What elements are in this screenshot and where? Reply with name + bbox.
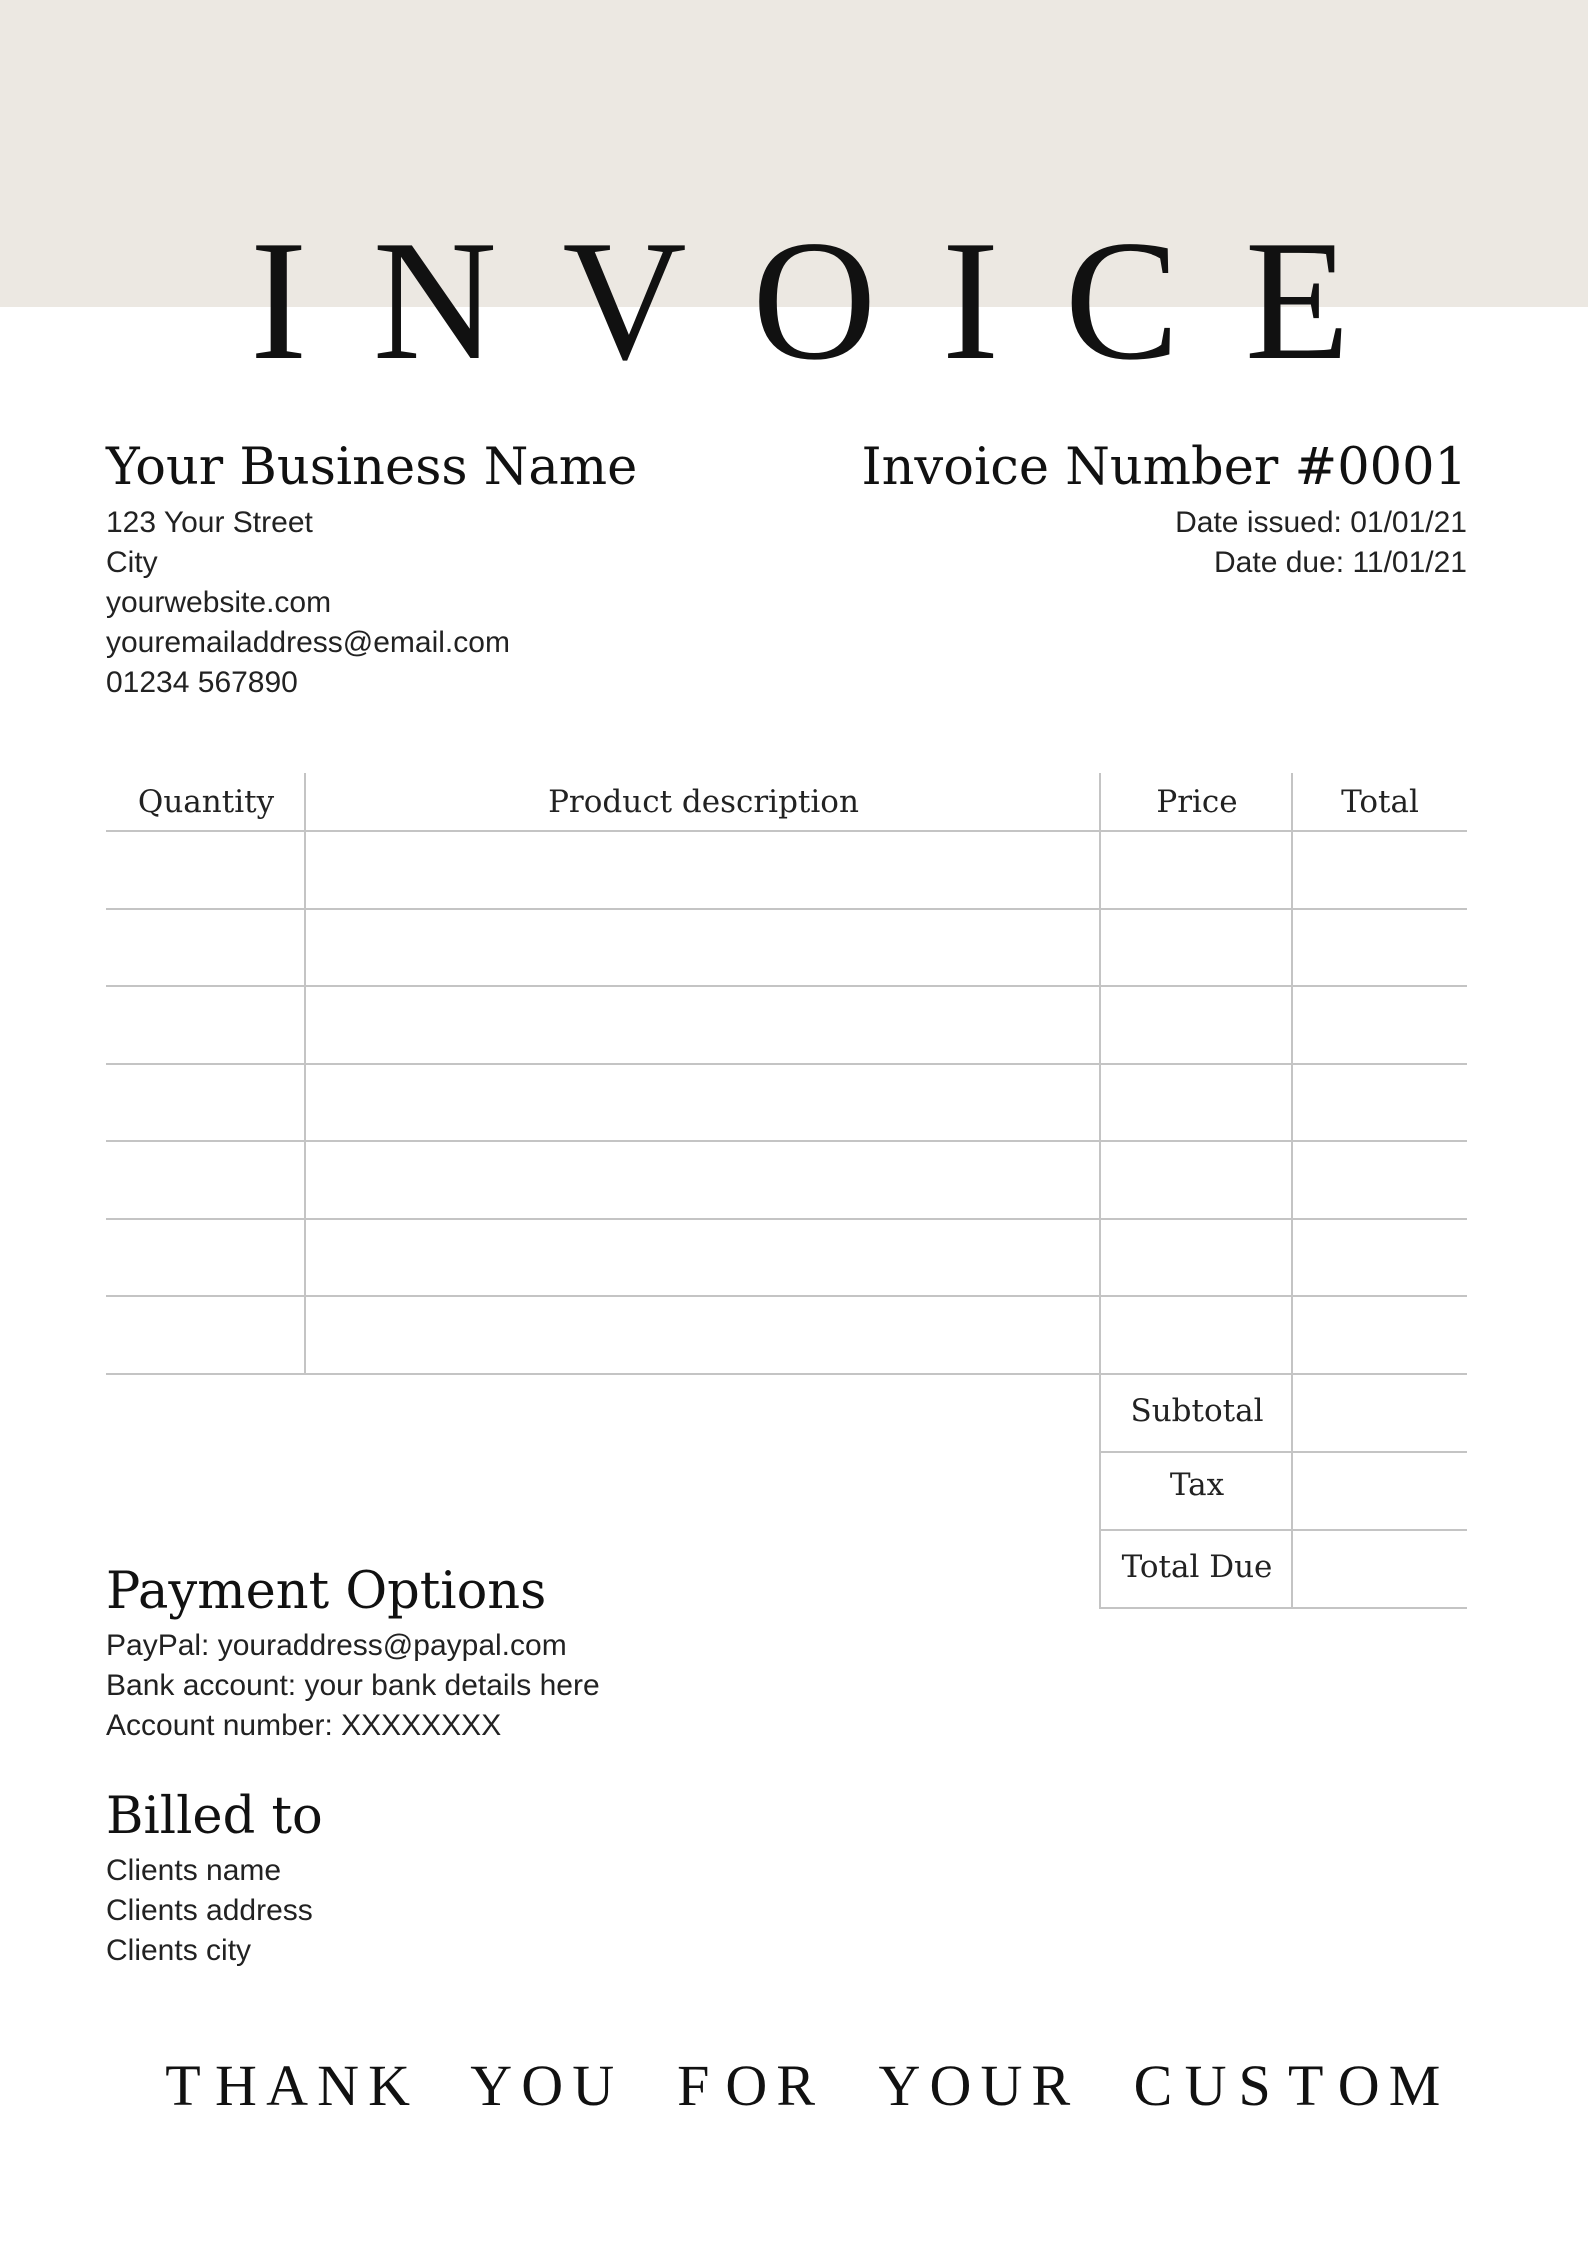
footer-letter: N	[317, 2052, 359, 2118]
business-phone: 01234 567890	[106, 666, 298, 699]
client-name: Clients name	[106, 1854, 282, 1887]
business-email: youremailaddress@email.com	[106, 626, 510, 659]
title-letter: O	[752, 206, 877, 396]
business-street: 123 Your Street	[106, 506, 313, 539]
title-letter: V	[562, 206, 687, 396]
footer-letter: U	[572, 2052, 615, 2118]
table-row	[106, 985, 1467, 987]
header-quantity: Quantity	[137, 784, 275, 820]
payment-heading: Payment Options	[106, 1562, 547, 1621]
table-row	[106, 908, 1467, 910]
footer-letter: U	[1184, 2052, 1227, 2118]
header-description: Product description	[548, 784, 859, 820]
business-details	[106, 503, 510, 703]
billed-to	[106, 1785, 323, 1971]
footer-letter: K	[368, 2052, 411, 2118]
table-row	[106, 1373, 1467, 1375]
footer-letter: Y	[878, 2052, 921, 2118]
client-address: Clients address	[106, 1894, 313, 1927]
header-total: Total	[1341, 784, 1419, 820]
title-letter: I	[941, 206, 1000, 396]
payment-account: Account number: XXXXXXXX	[106, 1709, 502, 1742]
footer-letter: R	[776, 2052, 816, 2118]
thank-you-footer	[164, 2050, 1441, 2120]
tax-label: Tax	[1169, 1467, 1225, 1503]
table-row	[106, 1218, 1467, 1220]
table-row	[106, 1295, 1467, 1297]
footer-letter: S	[1238, 2052, 1271, 2118]
footer-letter: U	[980, 2052, 1023, 2118]
table-rule	[106, 830, 1467, 832]
invoice-number: Invoice Number #0001	[861, 438, 1467, 497]
client-city: Clients city	[106, 1934, 252, 1967]
business-city: City	[106, 546, 158, 579]
footer-letter: F	[677, 2052, 710, 2118]
word-gap	[1083, 2052, 1121, 2119]
date-due: Date due: 11/01/21	[1214, 546, 1467, 579]
footer-letter: O	[929, 2052, 972, 2118]
footer-letter: M	[1388, 2052, 1441, 2118]
footer-letter: A	[266, 2052, 308, 2118]
footer-letter: O	[725, 2052, 768, 2118]
header-price: Price	[1156, 784, 1238, 820]
footer-letter: C	[1133, 2052, 1173, 2118]
table-row	[106, 1140, 1467, 1142]
summary-rule	[1099, 1529, 1467, 1531]
summary-rule	[1099, 1451, 1467, 1453]
word-gap	[419, 2052, 457, 2119]
footer-letter: T	[1287, 2052, 1324, 2118]
footer-letter: O	[1337, 2052, 1380, 2118]
title-letter: I	[250, 206, 308, 396]
subtotal-label: Subtotal	[1130, 1393, 1264, 1429]
invoice-dates	[1175, 503, 1467, 583]
date-issued: Date issued: 01/01/21	[1175, 506, 1467, 539]
business-name: Your Business Name	[106, 438, 638, 497]
footer-letter: O	[521, 2052, 564, 2118]
billed-heading: Billed to	[106, 1787, 323, 1846]
title-letter: E	[1244, 206, 1350, 396]
payment-options	[106, 1560, 600, 1746]
footer-letter: H	[215, 2052, 257, 2118]
footer-letter: Y	[470, 2052, 513, 2118]
business-website: yourwebsite.com	[106, 586, 332, 619]
footer-letter: R	[1031, 2052, 1071, 2118]
payment-bank: Bank account: your bank details here	[106, 1669, 600, 1702]
column-divider	[304, 773, 306, 1375]
invoice-title	[250, 206, 1350, 396]
summary-rule	[1099, 1607, 1467, 1609]
word-gap	[827, 2052, 865, 2119]
table-row	[106, 1063, 1467, 1065]
total-due-label: Total Due	[1121, 1549, 1273, 1585]
footer-letter: T	[165, 2052, 201, 2118]
title-letter: C	[1064, 206, 1180, 396]
payment-paypal: PayPal: youraddress@paypal.com	[106, 1629, 567, 1662]
title-letter: N	[372, 206, 497, 396]
word-gap	[623, 2052, 661, 2119]
